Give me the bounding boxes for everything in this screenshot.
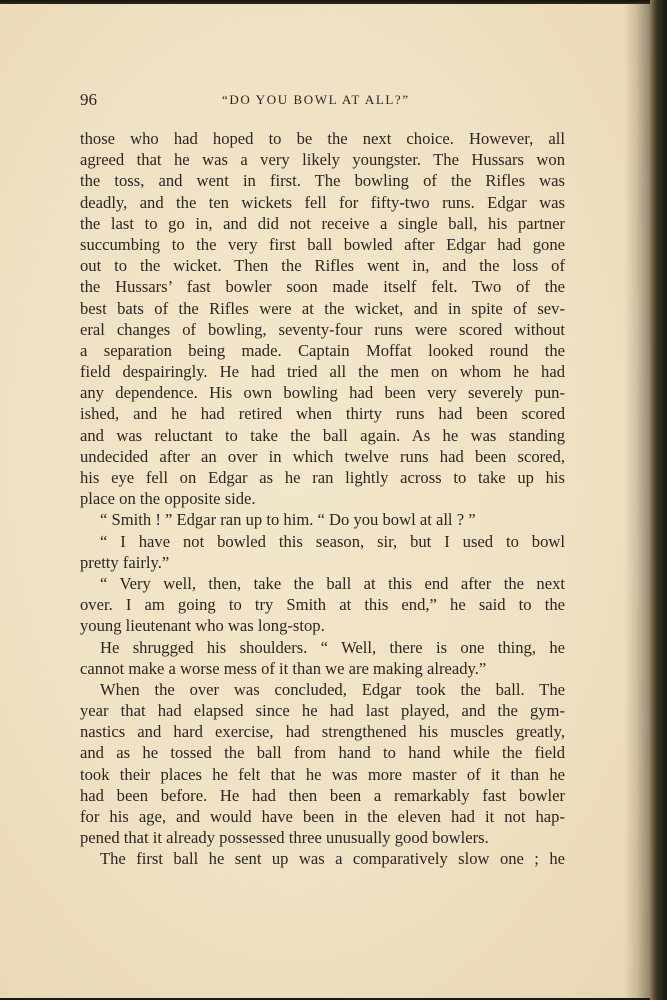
text-line: ished, and he had retired when thirty runs had been scored bbox=[80, 404, 565, 424]
text-line: the toss, and went in first. The bowling of the Rifles was bbox=[80, 171, 565, 191]
text-line: those who had hoped to be the next choice. However, all bbox=[80, 129, 565, 148]
text-line: his eye fell on Edgar as he ran lightly across to take up his bbox=[80, 468, 565, 487]
text-line: “ Smith ! ” Edgar ran up to him. “ Do you bowl at all ? ” bbox=[100, 510, 476, 530]
text-line: “ I have not bowled this season, sir, but I used to bowl bbox=[100, 531, 565, 551]
text-line: any dependence. His own bowling had been very severely pun- bbox=[80, 383, 565, 403]
running-title: “DO YOU BOWL AT ALL?” bbox=[222, 92, 410, 107]
text-line: year that had elapsed since he had last played, and the gym- bbox=[80, 701, 565, 721]
text-line: took their places he felt that he was more master of it than he bbox=[80, 764, 565, 784]
text-line: pened that it already possessed three unusually good bowlers. bbox=[80, 828, 489, 848]
page-header bbox=[80, 90, 565, 114]
body-text bbox=[80, 128, 565, 870]
text-line: for his age, and would have been in the eleven had it not hap- bbox=[80, 807, 565, 826]
text-line: undecided after an over in which twelve runs had been scored, bbox=[80, 446, 565, 466]
text-line: the last to go in, and did not receive a single ball, his partner bbox=[80, 213, 565, 233]
text-line: When the over was concluded, Edgar took the ball. The bbox=[100, 679, 565, 699]
text-line: and as he tossed the ball from hand to hand while the field bbox=[80, 743, 565, 763]
book-page bbox=[0, 2, 650, 998]
page-top-edge bbox=[0, 2, 650, 4]
text-line: and was reluctant to take the ball again. As he was standing bbox=[80, 425, 565, 445]
text-line: succumbing to the very first ball bowled after Edgar had gone bbox=[80, 234, 565, 254]
text-line: He shrugged his shoulders. “ Well, there is one thing, he bbox=[100, 637, 565, 657]
text-line: The first ball he sent up was a comparatively slow one ; he bbox=[100, 849, 565, 869]
text-line: cannot make a worse mess of it than we are making already.” bbox=[80, 658, 487, 678]
text-line: had been before. He had then been a remarkably fast bowler bbox=[80, 785, 565, 805]
text-line: place on the opposite side. bbox=[80, 489, 256, 509]
text-line: best bats of the Rifles were at the wicket, and in spite of sev- bbox=[80, 298, 565, 318]
book-edge bbox=[650, 0, 667, 1000]
page-gutter-shadow bbox=[624, 2, 650, 998]
text-line: field despairingly. He had tried all the men on whom he had bbox=[80, 362, 565, 382]
text-line: nastics and hard exercise, had strengthened his muscles greatly, bbox=[80, 722, 565, 742]
text-line: the Hussars’ fast bowler soon made itself felt. Two of the bbox=[80, 277, 565, 297]
text-line: pretty fairly.” bbox=[80, 552, 170, 572]
text-line: agreed that he was a very likely youngster. The Hussars won bbox=[80, 150, 565, 170]
text-line: over. I am going to try Smith at this end,” he said to the bbox=[80, 595, 565, 615]
text-line: young lieutenant who was long-stop. bbox=[80, 616, 325, 636]
text-line: “ Very well, then, take the ball at this end after the next bbox=[100, 573, 565, 593]
text-line: eral changes of bowling, seventy-four runs were scored without bbox=[80, 319, 565, 339]
page-number: 96 bbox=[80, 90, 97, 109]
text-line: out to the wicket. Then the Rifles went in, and the loss of bbox=[80, 256, 565, 276]
text-line: a separation being made. Captain Moffat looked round the bbox=[80, 340, 565, 360]
text-line: deadly, and the ten wickets fell for fifty-two runs. Edgar was bbox=[80, 192, 565, 212]
